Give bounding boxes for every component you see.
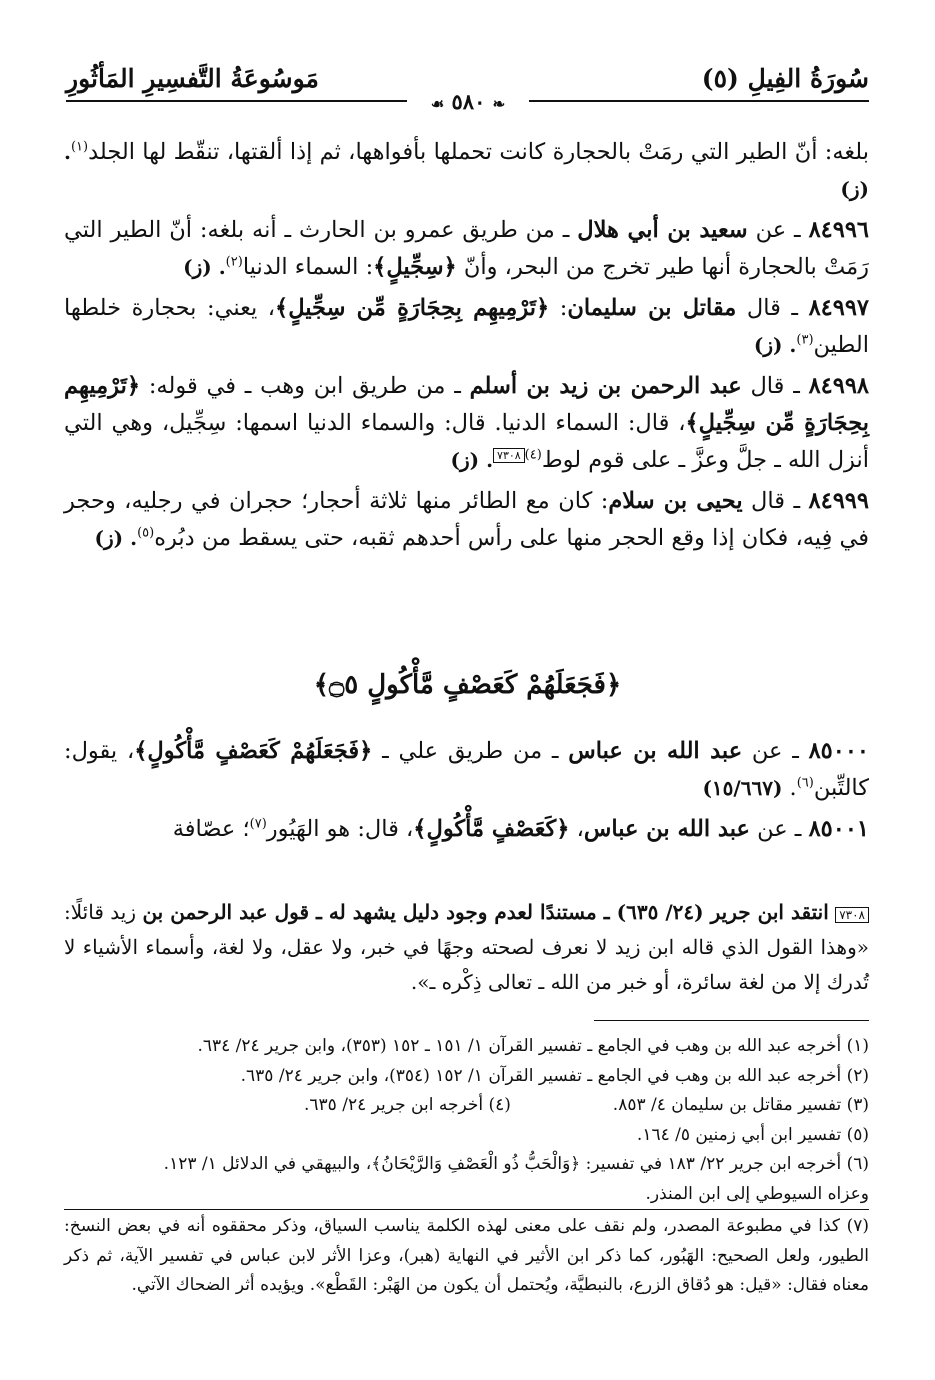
source-tag: . (ز) xyxy=(94,526,138,550)
source-tag: . (ز) xyxy=(450,448,494,472)
paragraph-text: ـ قال xyxy=(736,295,809,321)
footnote: (٢) أخرجه عبد الله بن وهب في الجامع ـ تفسير القرآن ١/ ١٥٢ (٣٥٤)، وابن جرير ٢٤/ ٦٣٥. xyxy=(240,1065,869,1086)
commentary-text: زيد قائلًا: «وهذا القول الذي قاله ابن زيد لا نعرف لصحته وجهًا في خبر، ولا عقل، ولا لغة، وأسماء الأشياء لا تُدرك إلا من لغة سائرة، أو خبر من الله ـ تعالى ذِكْره ـ». xyxy=(64,900,869,994)
athar-number: ٨٤٩٩٦ xyxy=(808,217,869,243)
source-tag: . (ز) xyxy=(753,333,797,357)
footnotes xyxy=(64,1032,869,1301)
paragraph-text: : كان مع الطائر منها ثلاثة أحجار؛ حجران في رجليه، وحجر في فِيه، فكان إذا وقع الحجر منها على رأس أحدهم ثقبه، حتى يسقط من دبُره xyxy=(64,488,869,551)
paragraph-text: . xyxy=(782,775,797,801)
footnote: (٦) أخرجه ابن جرير ٢٢/ ١٨٣ في تفسير: ﴿وَالْحَبُّ ذُو الْعَصْفِ وَالرَّيْحَانُ﴾، والبيهقي في الدلائل ١/ ١٢٣. xyxy=(163,1154,869,1174)
paragraph-text: : السماء الدنيا xyxy=(242,254,374,280)
footnote-marker: (١) xyxy=(70,139,89,155)
quran-verse: ﴿كَعَصْفٍ مَّأْكُولٍ﴾ xyxy=(413,816,570,842)
volume-page-ref: (١٥/٦٦٧) xyxy=(702,776,783,800)
footnote-marker: (٤) xyxy=(524,447,542,463)
footnote-marker: (٦) xyxy=(796,775,814,791)
page-number xyxy=(407,90,529,114)
paragraph-text: ـ عن xyxy=(749,816,809,842)
ornament-icon: ☙ xyxy=(430,95,445,113)
athar-number: ٨٥٠٠٠ xyxy=(808,738,869,764)
paragraph-text: ـ من طريق عمرو بن الحارث ـ أنه بلغه: أنّ الطير التي رَمَتْ بالحجارة أنها طير تخرج من البحر، وأنّ xyxy=(64,217,869,280)
paragraph xyxy=(64,134,869,208)
paragraph-text: ؛ عصّافة xyxy=(172,816,250,842)
athar-number: ٨٥٠٠١ xyxy=(808,816,869,842)
footnote-marker: (٢) xyxy=(225,254,243,270)
commentary-lead: انتقد ابن جرير (٢٤/ ٦٣٥) ـ مستندًا لعدم وجود دليل يشهد له ـ قول عبد الرحمن بن xyxy=(142,900,829,924)
ornament-icon: ❧ xyxy=(492,95,506,113)
quran-verse: ﴿فَجَعَلَهُمْ كَعَصْفٍ مَّأْكُولٍ﴾ xyxy=(134,738,373,764)
footnote-marker: (٣) xyxy=(796,332,814,348)
narrator-name: عبد الله بن عباس xyxy=(583,816,750,842)
paragraph-text: ـ عن xyxy=(747,217,809,243)
source-tag: . (ز) xyxy=(64,140,869,201)
athar-number: ٨٤٩٩٧ xyxy=(808,295,869,321)
paragraph-text: ، xyxy=(569,816,584,842)
quran-verse: ﴿سِجِّيلٍ﴾ xyxy=(373,254,457,280)
footnote: (٣) تفسير مقاتل بن سليمان ٤/ ٨٥٣. xyxy=(612,1095,869,1115)
footnote-row xyxy=(64,1091,869,1121)
paragraph-text: ـ قال xyxy=(742,488,809,514)
quran-verse: ﴿تَرْمِيهِم بِحِجَارَةٍ مِّن سِجِّيلٍ﴾ xyxy=(64,373,869,436)
commentary-ref-box: ٧٣٠٨ xyxy=(835,907,869,923)
paragraph xyxy=(64,811,869,848)
commentary-note xyxy=(64,895,869,1000)
paragraph-text: ، قال: هو الهَيُور xyxy=(266,816,414,842)
main-text xyxy=(64,134,869,561)
paragraph-text: ، يعني: بحجارة خلطها الطين xyxy=(64,295,869,358)
surah-title: سُورَةُ الفِيلِ (٥) xyxy=(701,64,869,93)
athar-number: ٨٤٩٩٨ xyxy=(808,373,869,399)
commentary-ref-box: ٧٣٠٨ xyxy=(493,448,525,463)
paragraph-text: ـ عن xyxy=(742,738,809,764)
book-title: مَوسُوعَةُ التَّفسِيرِ المَأثُورِ xyxy=(66,64,319,93)
quran-verse: ﴿تَرْمِيهِم بِحِجَارَةٍ مِّن سِجِّيلٍ﴾ xyxy=(275,295,550,321)
footnote-marker: (٧) xyxy=(249,816,267,832)
narrator-name: عبد الرحمن بن زيد بن أسلم xyxy=(469,373,742,399)
paragraph-text: ـ من طريق علي ـ xyxy=(372,738,569,764)
paragraph xyxy=(64,733,869,807)
athar-number: ٨٤٩٩٩ xyxy=(808,488,869,514)
footnote-rule xyxy=(594,1020,869,1021)
paragraph-text: ، قال: السماء الدنيا. قال: والسماء الدنيا اسمها: سِجِّيل، وهي التي أنزل الله ـ جلَّ وعزَّ ـ على قوم لوط xyxy=(64,410,869,473)
paragraph xyxy=(64,483,869,557)
footnote: (١) أخرجه عبد الله بن وهب في الجامع ـ تفسير القرآن ١/ ١٥١ ـ ١٥٢ (٣٥٣)، وابن جرير ٢٤/ ٦٣٤. xyxy=(197,1036,869,1056)
main-text-continued xyxy=(64,733,869,852)
source-tag: . (ز) xyxy=(183,255,226,279)
ayah-heading: ﴿فَجَعَلَهُمْ كَعَصْفٍ مَّأْكُولٍ ۝٥﴾ xyxy=(313,670,622,700)
paragraph xyxy=(64,212,869,286)
paragraph-text: بلغه: أنّ الطير التي رمَتْ بالحجارة كانت تحملها بأفواهها، ثم إذا ألقتها، تنقّط لها الجلد xyxy=(88,139,869,165)
narrator-name: عبد الله بن عباس xyxy=(568,738,743,764)
footnote: (٥) تفسير ابن أبي زمنين ٥/ ١٦٤. xyxy=(636,1124,869,1145)
paragraph-text: ، يقول: كالتِّبن xyxy=(64,738,869,801)
narrator-name: يحيى بن سلام xyxy=(608,488,743,514)
paragraph-text: ـ قال xyxy=(741,373,809,399)
footnote: (٤) أخرجه ابن جرير ٢٤/ ٦٣٥. xyxy=(304,1095,511,1115)
footnote: (٧) كذا في مطبوعة المصدر، ولم نقف على معنى لهذه الكلمة يناسب السياق، وذكر محققوه أنه في بعض النسخ: الطيور، ولعل الصحيح: الهَبُور، كما ذكر ابن الأثير في النهاية (هبر)، وعزا الأثر لابن عباس في تفسير الآية، ثم ذكر معناه فقال: «قيل: هو دُقاق الزرع، بالنبطيَّة، ويُحتمل أن يكون من الهَبْر: القَطْع». ويؤيده أثر الضحاك الآتي. xyxy=(64,1209,869,1301)
footnote-marker: (٥) xyxy=(137,525,155,541)
paragraph-text: : xyxy=(549,295,568,321)
footnote: وعزاه السيوطي إلى ابن المنذر. xyxy=(645,1183,869,1204)
paragraph xyxy=(64,368,869,479)
paragraph-text: ـ من طريق ابن وهب ـ في قوله: xyxy=(140,373,470,399)
paragraph xyxy=(64,290,869,364)
narrator-name: سعيد بن أبي هلال xyxy=(577,217,748,243)
narrator-name: مقاتل بن سليمان xyxy=(567,295,737,321)
page-number-value: ٥٨٠ xyxy=(451,89,486,114)
